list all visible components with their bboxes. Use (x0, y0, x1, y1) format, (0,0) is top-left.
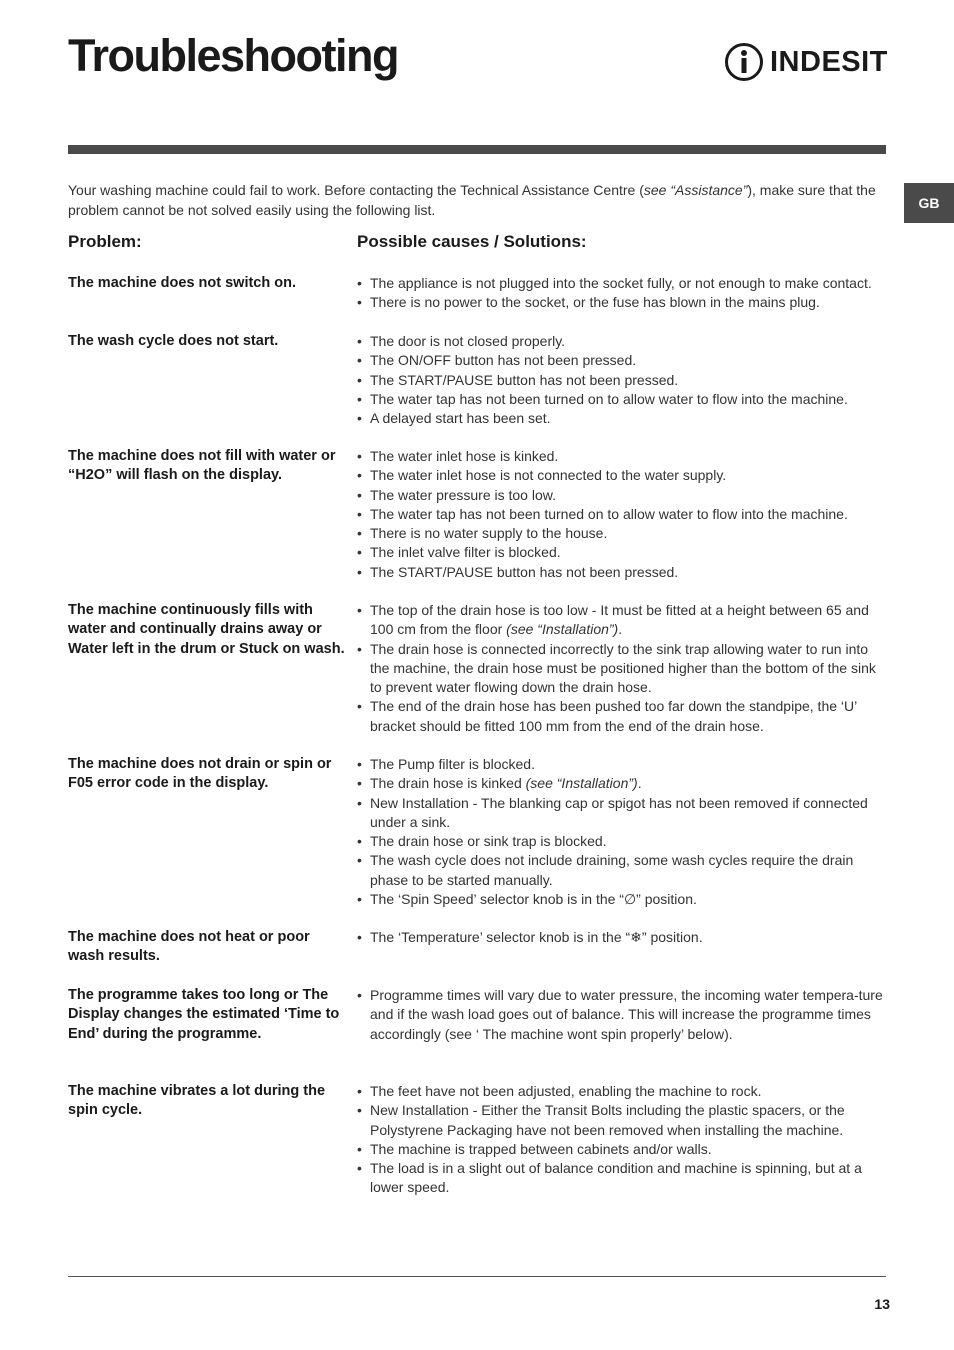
list-item (357, 928, 885, 947)
list-item (357, 1159, 885, 1198)
causes-list (357, 755, 885, 909)
cause-text: The water inlet hose is not connected to the water supply. (370, 467, 727, 484)
problem-text: The machine does not heat or poor wash results. (68, 929, 310, 965)
list-item (357, 486, 885, 505)
list-item (357, 755, 885, 774)
list-item (357, 601, 885, 640)
cause-text: The feet have not been adjusted, enabling the machine to rock. (370, 1083, 762, 1099)
causes-list (357, 601, 885, 736)
indesit-logo-icon (724, 42, 764, 82)
cause-text: The water pressure is too low. (370, 486, 556, 503)
cause-text: The inlet valve filter is blocked. (370, 544, 561, 561)
list-item (357, 274, 885, 293)
brand-name: INDESIT (770, 46, 888, 78)
cause-text: The machine is trapped between cabinets and/or walls. (370, 1140, 712, 1157)
cause-text: A delayed start has been set. (370, 410, 551, 427)
list-item (357, 832, 885, 851)
cause-text-end: . (637, 775, 642, 792)
problem-text: The machine does not drain or spin or F05 error code in the display. (68, 756, 332, 792)
list-item (357, 524, 885, 543)
cause-text: There is no power to the socket, or the fuse has blown in the mains plug. (370, 294, 820, 311)
cause-text: The water inlet hose is kinked. (370, 448, 559, 464)
cause-text: The START/PAUSE button has not been pressed. (370, 563, 679, 580)
cause-text: There is no water supply to the house. (370, 525, 608, 542)
cause-text: The top of the drain hose is too low - It must be fitted at a height between 65 and 100 cm from the floor (370, 602, 869, 638)
cause-text: The drain hose is kinked (370, 775, 526, 792)
list-item (357, 293, 885, 312)
list-item (357, 390, 885, 409)
causes-list (357, 986, 885, 1044)
cause-reference: (see “Installation”) (525, 775, 638, 792)
page-title: Troubleshooting (68, 30, 398, 81)
brand-logo (724, 40, 888, 84)
list-item (357, 890, 885, 909)
problem-text: The machine continuously fills with water and continually drains away or Water left in the drum or Stuck on wash. (68, 602, 345, 657)
list-item (357, 563, 885, 582)
cause-text: The drain hose or sink trap is blocked. (370, 833, 607, 850)
list-item (357, 409, 885, 428)
list-item (357, 1101, 885, 1140)
list-item (357, 1082, 885, 1101)
problem-text: The machine vibrates a lot during the spin cycle. (68, 1083, 326, 1119)
cause-text-end: ” position. (641, 929, 703, 945)
list-item (357, 640, 885, 698)
list-item (357, 851, 885, 890)
cause-text-end: ” position. (636, 891, 697, 908)
problem-text: The wash cycle does not start. (68, 333, 279, 349)
page-number: 13 (874, 1296, 890, 1312)
cause-text: The ON/OFF button has not been pressed. (370, 352, 637, 369)
footer-divider (68, 1276, 886, 1277)
list-item (357, 543, 885, 562)
intro-paragraph (68, 180, 880, 220)
intro-reference: see “Assistance” (643, 182, 748, 198)
list-item (357, 697, 885, 736)
causes-list (357, 332, 885, 428)
list-item (357, 447, 885, 466)
list-item (357, 505, 885, 524)
problem-text: The machine does not fill with water or “H2O” will flash on the display. (68, 448, 336, 484)
cause-text: The drain hose is connected incorrectly to the sink trap allowing water to run into the machine, the drain hose must be positioned higher than the bottom of the sink to prevent water flowing down the drain hose. (370, 640, 876, 696)
snowflake-icon: ❄ (630, 929, 642, 945)
cause-text: The load is in a slight out of balance condition and machine is spinning, but at a lower speed. (370, 1160, 862, 1196)
causes-list (357, 447, 885, 582)
cause-text: The wash cycle does not include draining, some wash cycles require the drain phase to be started manually. (370, 852, 854, 888)
list-item (357, 794, 885, 833)
cause-text: The START/PAUSE button has not been pressed. (370, 371, 679, 388)
list-item (357, 332, 885, 351)
cause-text: The door is not closed properly. (370, 333, 566, 349)
cause-text: The Pump filter is blocked. (370, 756, 535, 772)
causes-list (357, 928, 885, 947)
list-item (357, 351, 885, 370)
list-item (357, 371, 885, 390)
cause-text: The ‘Temperature’ selector knob is in the “ (370, 929, 631, 945)
causes-list (357, 1082, 885, 1198)
language-tab: GB (904, 183, 954, 223)
cause-text: The ‘Spin Speed’ selector knob is in the “ (370, 891, 624, 908)
list-item (357, 1140, 885, 1159)
no-spin-icon: ∅ (623, 891, 637, 908)
cause-text: The water tap has not been turned on to allow water to flow into the machine. (370, 390, 848, 407)
cause-text: The end of the drain hose has been pushed too far down the standpipe, the ‘U’ bracket should be fitted 100 mm from the end of the drain hose. (370, 698, 857, 734)
cause-text: The water tap has not been turned on to allow water to flow into the machine. (370, 505, 848, 522)
list-item (357, 986, 885, 1044)
problem-text: The machine does not switch on. (68, 275, 296, 291)
cause-text-end: . (618, 621, 623, 638)
cause-text: Programme times will vary due to water pressure, the incoming water tempera-ture and if the wash load goes out of balance. This will increase the programme times accordingly (see ‘ The machine wont spin properly’ below). (370, 987, 883, 1042)
intro-text-end: ), make sure that the problem cannot be not solved easily using the following list. (68, 182, 876, 218)
cause-text: The appliance is not plugged into the socket fully, or not enough to make contact. (370, 275, 872, 291)
cause-text: New Installation - Either the Transit Bolts including the plastic spacers, or the Polystyrene Packaging have not been removed when installing the machine. (370, 1102, 845, 1138)
list-item (357, 774, 885, 793)
header-divider (68, 145, 886, 154)
cause-text: New Installation - The blanking cap or spigot has not been removed if connected under a sink. (370, 794, 868, 830)
intro-text: Your washing machine could fail to work. Before contacting the Technical Assistance Centre ( (68, 182, 644, 198)
problem-text: The programme takes too long or The Display changes the estimated ‘Time to End’ during the programme. (68, 987, 340, 1042)
problem-column-heading: Problem: (68, 232, 142, 251)
causes-column-heading: Possible causes / Solutions: (357, 232, 587, 251)
cause-reference: (see “Installation”) (506, 621, 619, 638)
causes-list (357, 274, 885, 313)
list-item (357, 466, 885, 485)
